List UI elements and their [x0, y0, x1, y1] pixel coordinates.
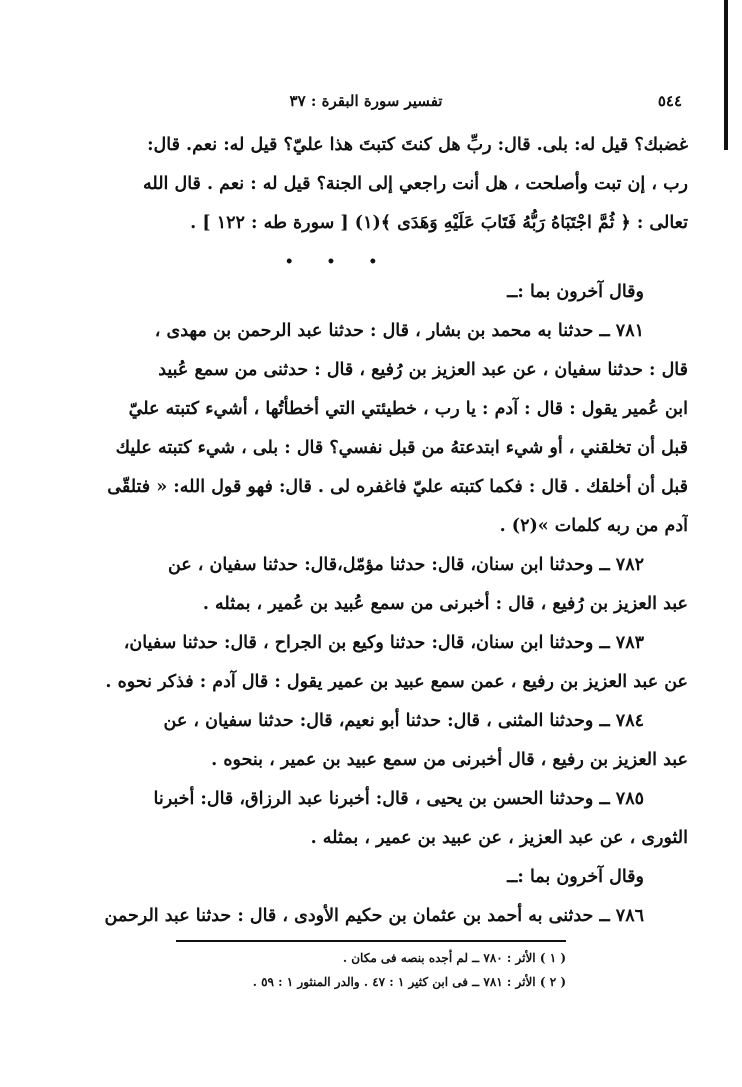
text-line: الثورى ، عن عبد العزيز ، عن عبيد بن عمير ، بمثله .	[310, 828, 688, 848]
paragraph-intro: وقال آخرون بما :ــ	[507, 282, 644, 302]
page-header	[50, 92, 682, 118]
paragraph-intro: وقال آخرون بما :ــ	[507, 867, 644, 887]
text-line: ٧٨٤ ــ وحدثنا المثنى ، قال: حدثنا أبو نعيم، قال: حدثنا سفيان ، عن	[163, 711, 644, 731]
page-body	[48, 126, 688, 936]
text-line: تعالى : ﴿ ثُمَّ اجْتَبَاهُ رَبُّهُ فَتَابَ عَلَيْهِ وَهَدَى ﴾(١) [ سورة طه : ١٢٢ ] .	[190, 213, 688, 233]
text-line: قبل أن أخلقك . قال : فكما كتبته عليّ فاغفره لى . قال: فهو قول الله: « فتلقّى	[107, 477, 688, 497]
text-line: ٧٨٥ ــ وحدثنا الحسن بن يحيى ، قال: أخبرنا عبد الرزاق، قال: أخبرنا	[153, 789, 644, 809]
page-edge-line	[724, 0, 728, 150]
text-line: غضبك؟ قيل له: بلى. قال: ربِّ هل كنتَ كتبتَ هذا عليّ؟ قيل له: نعم. قال:	[147, 135, 688, 155]
running-title: تفسير سورة البقرة : ٣٧	[289, 92, 443, 110]
text-line: آدم من ربه كلمات »(٢) .	[499, 516, 688, 536]
text-line: ٧٨٦ ــ حدثنى به أحمد بن عثمان بن حكيم الأودى ، قال : حدثنا عبد الرحمن	[104, 906, 644, 926]
footnotes	[166, 946, 566, 994]
footnote-divider	[176, 940, 566, 942]
text-line: قال : حدثنا سفيان ، عن عبد العزيز بن رُفيع ، قال : حدثنى من سمع عُبيد	[158, 360, 688, 380]
footnote: ( ٢ ) الأثر : ٧٨١ ــ فى ابن كثير ١ : ٤٧ . والدر المنثور ١ : ٥٩ .	[252, 975, 566, 989]
page-number: ٥٤٤	[657, 92, 682, 110]
text-line: قبل أن تخلقني ، أو شيء ابتدعتهُ من قبل نفسي؟ قال : بلى ، شيء كتبته عليك	[115, 438, 688, 458]
text-line: ٧٨١ ــ حدثنا به محمد بن بشار ، قال : حدثنا عبد الرحمن بن مهدى ،	[154, 321, 644, 341]
text-line: عبد العزيز بن رفيع ، قال أخبرنى من سمع عبيد بن عمير ، بنحوه .	[211, 750, 688, 770]
text-line: رب ، إن تبت وأصلحت ، هل أنت راجعي إلى الجنة؟ قيل له : نعم . قال الله	[143, 174, 688, 194]
text-line: ٧٨٣ ــ وحدثنا ابن سنان، قال: حدثنا وكيع بن الجراح ، قال: حدثنا سفيان،	[123, 633, 644, 653]
text-line: عن عبد العزيز بن رفيع ، عمن سمع عبيد بن عمير يقول : قال آدم : فذكر نحوه .	[105, 672, 688, 692]
footnote: ( ١ ) الأثر : ٧٨٠ ــ لم أجده بنصه فى مكان .	[342, 951, 566, 965]
section-separator: • • •	[284, 254, 392, 270]
text-line: عبد العزيز بن رُفيع ، قال : أخبرنى من سمع عُبيد بن عُمير ، بمثله .	[202, 594, 688, 614]
text-line: ٧٨٢ ــ وحدثنا ابن سنان، قال: حدثنا مؤمّل،قال: حدثنا سفيان ، عن	[167, 555, 644, 575]
text-line: ابن عُمير يقول : قال : آدم : يا رب ، خطيئتي التي أخطأتُها ، أشيء كتبته عليّ	[128, 399, 688, 419]
